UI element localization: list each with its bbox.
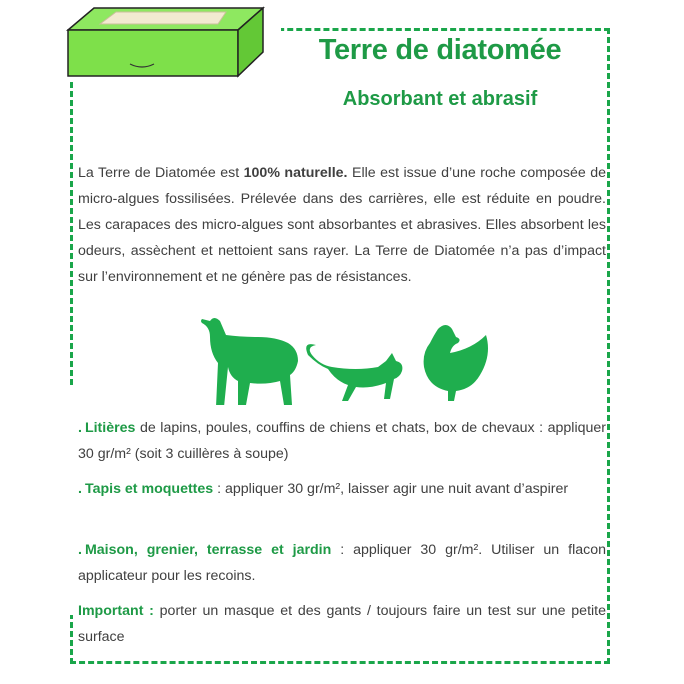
hen-icon <box>424 325 488 401</box>
intro-text-start: La Terre de Diatomée est <box>78 165 244 181</box>
usage-label: Litières <box>84 420 136 436</box>
usage-text: : appliquer 30 gr/m², laisser agir une nuit avant d’aspirer <box>213 481 569 497</box>
bullet: . <box>78 420 82 436</box>
page-subtitle: Absorbant et abrasif <box>342 88 538 110</box>
usage-item-maison <box>78 537 606 589</box>
page-title: Terre de diatomée <box>318 34 562 66</box>
dog-icon <box>201 318 298 405</box>
usage-item-litieres <box>78 415 606 467</box>
bullet: . <box>78 542 82 558</box>
litter-tray-icon <box>58 2 278 82</box>
usage-label: Tapis et moquettes <box>84 481 214 497</box>
intro-text-rest: Elle est issue d’une roche composée de micro-algues fossilisées. Prélevée dans des carrières, elle est réduite en poudre. Les carapaces des micro-algues sont absorbantes et abrasives. Elles absorbent les odeurs, assèchent et nettoient sans rayer. La Terre de Diatomée n’a pas d’impact sur l’environnement et ne génère pas de résistances. <box>78 165 606 285</box>
frame-gap-left <box>66 385 76 615</box>
cat-icon <box>306 344 402 401</box>
important-note <box>78 598 606 650</box>
usage-text: de lapins, poules, couffins de chiens et chats, box de chevaux : appliquer 30 gr/m² (soit 3 cuillères à soupe) <box>78 420 606 462</box>
bullet: . <box>78 481 82 497</box>
usage-label: Maison, grenier, terrasse et jardin <box>84 542 332 558</box>
animals-illustration <box>190 315 500 405</box>
usage-item-tapis <box>78 476 606 502</box>
important-label: Important : <box>78 603 154 619</box>
intro-strong: 100% naturelle. <box>243 165 348 181</box>
important-text: porter un masque et des gants / toujours faire un test sur une petite surface <box>78 603 606 645</box>
intro-paragraph <box>78 160 606 290</box>
usage-text: : appliquer 30 gr/m². Utiliser un flacon applicateur pour les recoins. <box>78 542 606 584</box>
